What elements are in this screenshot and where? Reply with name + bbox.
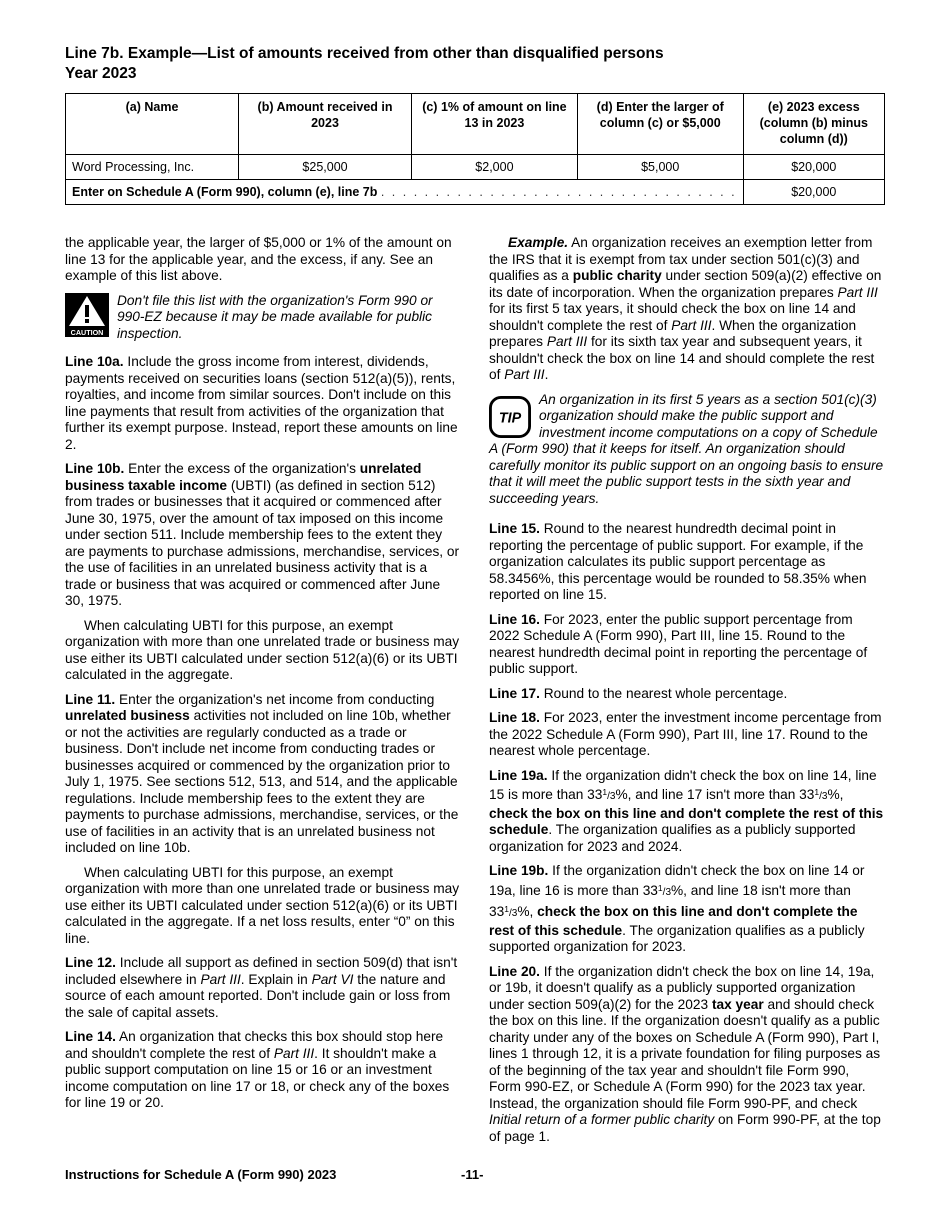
line-12-paragraph: Line 12. Include all support as defined in section 509(d) that isn't included elsewhere in Part III. Explain in Part VI the nature and source of each amount reported. Don't include gain or loss from the sale of capital assets. (65, 955, 458, 1020)
left-column (65, 235, 460, 1120)
tip-text: An organization in its first 5 years as a section 501(c)(3) organization should make the public support and investment income computations on a copy of Schedule A (Form 990) that it keeps for itself. An organization should carefully monitor its public support on an ongoing basis to ensure that it will meet the public support tests in the sixth year and succeeding years. (489, 391, 884, 506)
cell-amount: $25,000 (239, 155, 412, 180)
column-header: (d) Enter the larger of column (c) or $5,000 (577, 94, 743, 155)
line-heading: Line 19b. (489, 863, 549, 878)
line-heading: Line 18. (489, 710, 540, 725)
caution-text: Don't file this list with the organization's Form 990 or 990-EZ because it may be made available for public inspection. (117, 292, 433, 341)
line-15-paragraph: Line 15. Round to the nearest hundredth decimal point in reporting the percentage of public support. For example, if the organization calculates its public support percentage as 58.3456%, this percentage would be rounded to 58.35% when reported on line 15. (489, 521, 867, 602)
line-heading: Line 15. (489, 521, 540, 536)
table-header-row (66, 94, 885, 155)
cell-name: Word Processing, Inc. (66, 155, 239, 180)
line-19a-paragraph: Line 19a. If the organization didn't check the box on line 14, line 15 is more than $33^1/3\%$, and line 17 isn't more than $33^1/3\%$, check the box on this line and don't complete the rest of this schedule. The organization qualifies as a publicly supported organization for 2023 and 2024. (489, 767, 884, 854)
line-heading: Line 20. (489, 963, 540, 979)
example-heading: Example. (508, 235, 569, 250)
table-total-row (66, 180, 885, 205)
footer-title: Instructions for Schedule A (Form 990) 2023 (65, 1167, 337, 1182)
line-heading: Line 14. (65, 1029, 116, 1044)
example-table (65, 93, 885, 205)
total-label-cell (66, 180, 744, 205)
example-title: Line 7b. Example—List of amounts received from other than disqualified persons (65, 45, 664, 62)
page-footer (65, 1167, 885, 1182)
column-header: (b) Amount received in 2023 (239, 94, 412, 155)
line-10b-paragraph-2: When calculating UBTI for this purpose, an exempt organization with more than one unrelated trade or business may use either its UBTI calculated under section 512(a)(6) or its UBTI calculated in the aggregate. (65, 617, 460, 682)
caution-icon (65, 293, 117, 343)
column-header: (e) 2023 excess (column (b) minus column (d)) (743, 94, 884, 155)
caution-note (65, 293, 460, 343)
line-19b-paragraph: Line 19b. If the organization didn't check the box on line 14 or 19a, line 16 is more than $33^1/3\%$, and line 18 isn't more than $33^1/3\%$, check the box on this line and don't complete the rest of this schedule. The organization qualifies as a publicly supported organization for 2023. (489, 863, 865, 954)
line-14-paragraph: Line 14. An organization that checks this box should stop here and shouldn't complete the rest of Part III. It shouldn't make a public support computation on line 15 or 16 or an investment income computation on line 17 or 18, or check any of the boxes for line 19 or 20. (65, 1029, 450, 1110)
line-heading: Line 11. (65, 691, 116, 707)
line-heading: Line 12. (65, 955, 116, 970)
example-year: Year 2023 (65, 64, 137, 82)
line-heading: Line 16. (489, 611, 540, 627)
line-heading: Line 17. (489, 685, 540, 701)
total-label: Enter on Schedule A (Form 990), column (e), line 7b (72, 185, 378, 199)
intro-paragraph: the applicable year, the larger of $5,000 or 1% of the amount on line 13 for the applicable year, and the excess, if any. See an example of this list above. (65, 235, 452, 283)
line-heading: Line 19a. (489, 767, 548, 783)
line-11-paragraph-2: When calculating UBTI for this purpose, an exempt organization with more than one unrelated trade or business may use either its UBTI calculated under section 512(a)(6) or its UBTI calculated in the aggregate. If a net loss results, enter “0” on this line. (65, 864, 460, 946)
line-10b-paragraph: Line 10b. Enter the excess of the organization's unrelated business taxable income (UBTI) (as defined in section 512) from trades or businesses that it acquired or commenced after June 30, 1975, over the amount of tax imposed on this income under section 511. Include membership fees to the extent they are payments to purchase admissions, merchandise, services, or the use of facilities in an unrelated business activity that is a trade or business that was acquired or commenced after June 30, 1975. (65, 461, 460, 608)
column-header: (c) 1% of amount on line 13 in 2023 (412, 94, 578, 155)
tip-note (489, 392, 884, 508)
example-paragraph: Example. An organization receives an exemption letter from the IRS that it is exempt from tax under section 501(c)(3) and qualifies as a public charity under section 509(a)(2) effective on its date of incorporation. When the organization prepares Part III for its first 5 tax years, it should check the box on line 14 and shouldn't complete the rest of Part III. When the organization prepares Part III for its sixth tax year and subsequent years, it shouldn't check the box on line 14 and should complete the rest of Part III. (489, 235, 882, 382)
tip-icon (489, 392, 539, 438)
total-value: $20,000 (743, 180, 884, 205)
leader-dots: . . . . . . . . . . . . . . . . . . . . . . . . . . . . . . . . . (380, 185, 737, 199)
line-heading: Line 10b. (65, 461, 125, 476)
right-column (489, 235, 884, 1153)
line-17-paragraph: Line 17. Round to the nearest whole percentage. (489, 685, 788, 701)
cell-larger: $5,000 (577, 155, 743, 180)
column-header: (a) Name (66, 94, 239, 155)
line-16-paragraph: Line 16. For 2023, enter the public support percentage from 2022 Schedule A (Form 990), Part III, line 15. Round to the nearest hundredth decimal point in reporting the percentage of public support. (489, 611, 868, 676)
caution-label: CAUTION (70, 327, 104, 337)
line-10a-paragraph: Line 10a. Include the gross income from interest, dividends, payments received on securities loans (section 512(a)(5)), rents, royalties, and income from similar sources. Don't include on this line payments that result from activities of the organization that further its exempt purpose. Instead, report these amounts on line 2. (65, 354, 458, 452)
table-row (66, 155, 885, 180)
cell-excess: $20,000 (743, 155, 884, 180)
line-11-paragraph: Line 11. Enter the organization's net income from conducting unrelated business activities not included on line 10b, whether or not the activities are regularly conducted as a trade or business. Don't include net income from conducting trades or businesses acquired or commenced by the organization prior to July 1, 1975. See sections 512, 513, and 514, and the applicable regulations. Include membership fees to the extent they are payments to purchase admissions, merchandise, services, or the use of facilities in an activity that is an unrelated business not included on line 10b. (65, 691, 459, 855)
example-header (65, 44, 895, 83)
page-number: -11- (461, 1167, 484, 1182)
cell-one-percent: $2,000 (412, 155, 578, 180)
line-18-paragraph: Line 18. For 2023, enter the investment income percentage from the 2022 Schedule A (Form 990), Part III, line 17. Round to the nearest whole percentage. (489, 710, 882, 758)
tip-label: TIP (498, 410, 522, 427)
line-20-paragraph: Line 20. If the organization didn't check the box on line 14, 19a, or 19b, it doesn't qualify as a publicly supported organization under section 509(a)(2) for the 2023 tax year and should check the box on this line. If the organization doesn't qualify as a public charity under any of the boxes on Schedule A (Form 990), Part I, lines 1 through 12, it is a private foundation for filing purposes as of the beginning of the tax year and shouldn't file Form 990, Form 990-EZ, or Schedule A (Form 990) for the 2023 tax year. Instead, the organization should file Form 990-PF, and check Initial return of a former public charity on Form 990-PF, at the top of page 1. (489, 963, 881, 1144)
line-heading: Line 10a. (65, 354, 124, 369)
